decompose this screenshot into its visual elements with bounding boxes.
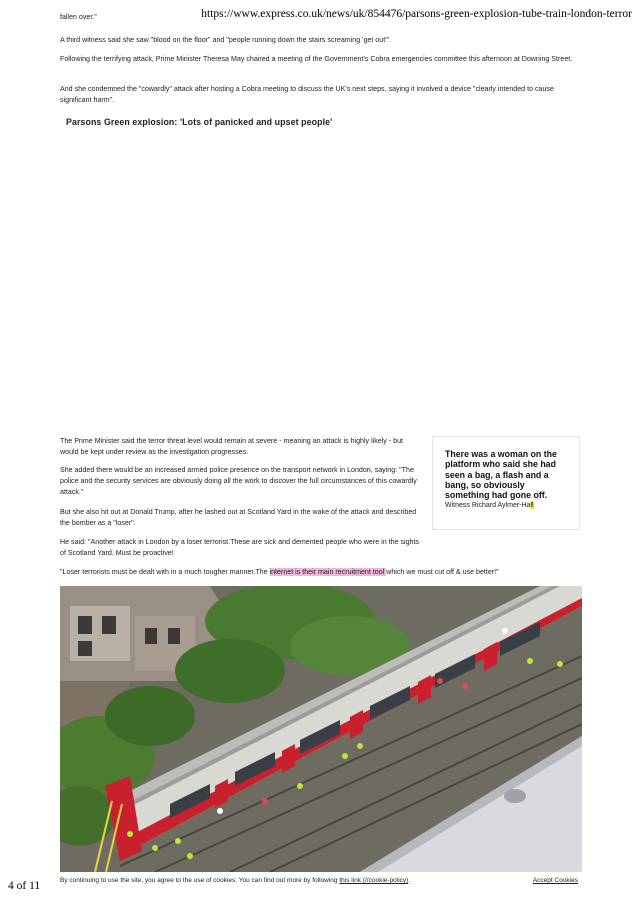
article-paragraph: But she also hit out at Donald Trump, after he lashed out at Scotland Yard in the wake of the attack and described the bomber as a "loser". <box>60 508 417 527</box>
yellow-highlight: ll <box>530 502 534 510</box>
article-paragraph-highlighted <box>60 567 582 578</box>
video-embed-area[interactable] <box>60 134 582 424</box>
article-paragraph: She added there would be an increased armed police presence on the transport network in London, saying: "The police and the security services are obviously doing all the work to discover the full circumstances of this cowardly attack." <box>60 466 417 496</box>
cookie-policy-link[interactable]: this link (//cookie-policy) <box>339 877 409 884</box>
article-fragment: fallen over." <box>60 13 97 21</box>
article-paragraph: He said: "Another attack in London by a loser terrorist.These are sick and demented people who were in the sights of Scotland Yard. Must be proactive! <box>60 538 419 557</box>
cookie-notice-text: By continuing to use the site, you agree to the use of cookies. You can find out more by following <box>60 877 340 884</box>
page-counter: 4 of 11 <box>8 880 41 892</box>
accept-cookies-button[interactable]: Accept Cookies <box>532 877 578 884</box>
train-scene-illustration <box>60 586 582 872</box>
page-url: https://www.express.co.uk/news/uk/854476/parsons-green-explosion-tube-train-london-terror <box>201 8 632 20</box>
pull-quote-attribution <box>445 501 571 511</box>
para-text: "Loser terrorists must be dealt with in a much tougher manner.The <box>60 568 270 576</box>
pull-quote-text: There was a woman on the platform who said she had seen a bag, a flash and a bang, so obviously something had gone off. <box>445 449 557 501</box>
video-heading: Parsons Green explosion: 'Lots of panicked and upset people' <box>66 117 333 127</box>
pink-highlight: internet is their main recruitment tool <box>269 568 387 576</box>
pull-quote-box <box>432 436 580 530</box>
para-text: which we must cut off & use better!" <box>386 568 499 576</box>
attribution-text: Witness Richard Aylmer-Ha <box>445 502 531 510</box>
article-paragraph: A third witness said she saw "blood on the floor" and "people running down the stairs screaming 'get out'". <box>60 36 392 44</box>
cookie-notice-text: . <box>408 877 411 884</box>
article-paragraph: Following the terrifying attack, Prime Minister Theresa May chaired a meeting of the Government's Cobra emergencies committee this afternoon at Downing Street. <box>60 55 573 63</box>
article-photo <box>60 586 582 872</box>
cookie-notice <box>60 877 410 884</box>
cookie-bar <box>56 872 586 890</box>
article-paragraph: And she condemned the "cowardly" attack after hosting a Cobra meeting to discuss the UK's next steps, saying it involved a device "clearly intended to cause significant harm". <box>60 85 554 104</box>
article-paragraph: The Prime Minister said the terror threat level would remain at severe - meaning an attack is highly likely - but would be kept under review as the investigation progresses. <box>60 437 404 456</box>
